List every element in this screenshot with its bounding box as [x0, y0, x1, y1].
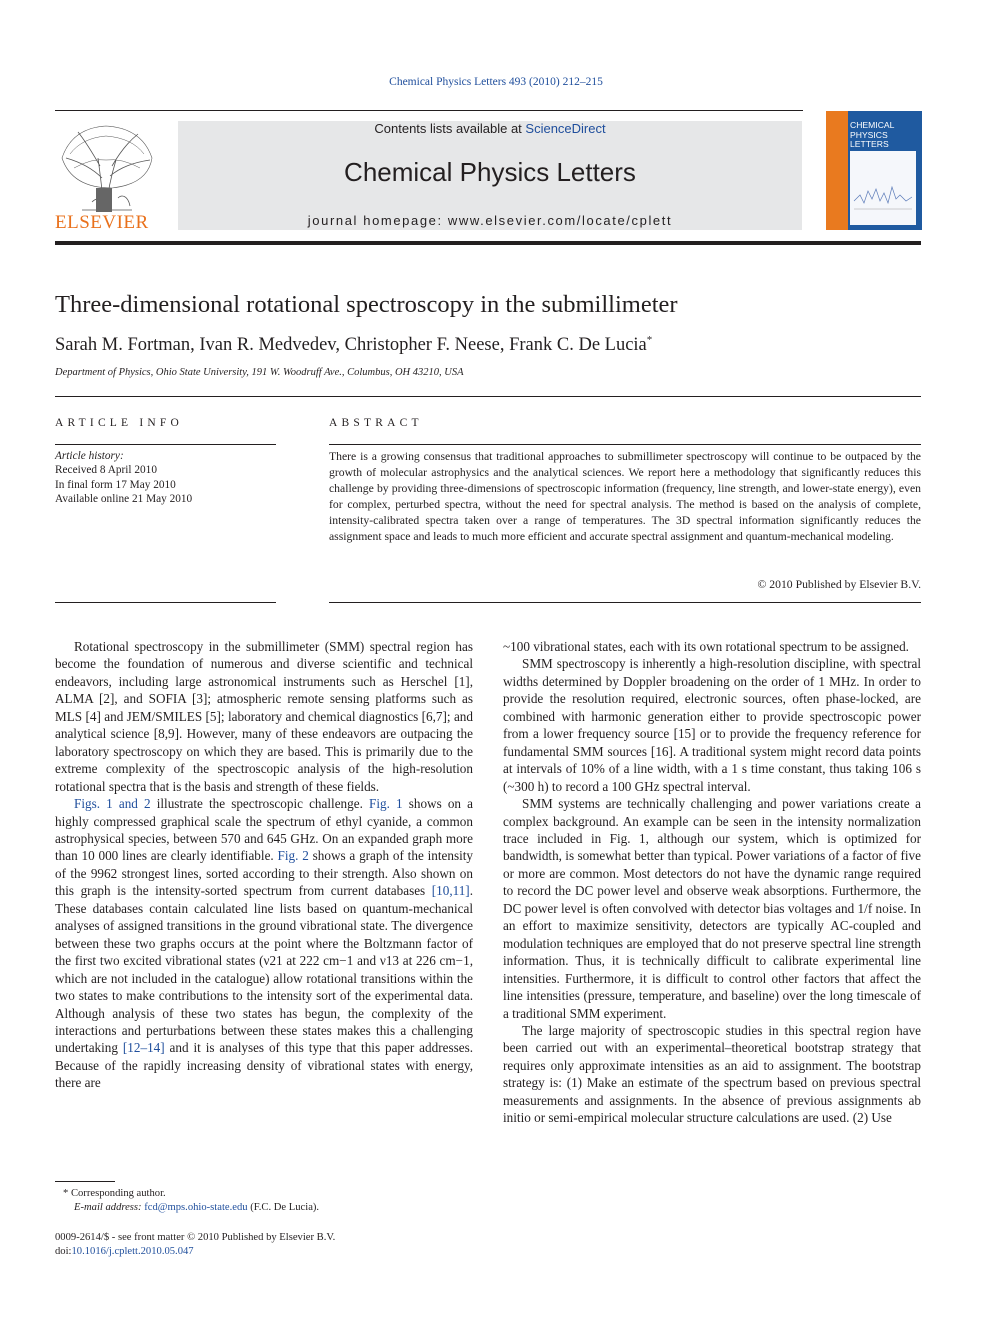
- elsevier-wordmark: ELSEVIER: [55, 212, 149, 233]
- doi-link[interactable]: 10.1016/j.cplett.2010.05.047: [71, 1246, 194, 1257]
- text-run: shows a graph of the intensity of the 9962 strongest lines, sorted according to their strength. Also shown on this graph is the intensity-sorted spectrum from current databases: [55, 848, 474, 899]
- reference-link[interactable]: [12–14]: [122, 1040, 165, 1056]
- issn-line: 0009-2614/$ - see front matter © 2010 Published by Elsevier B.V.: [55, 1232, 336, 1243]
- cover-spectrum-icon: [850, 151, 916, 225]
- footnote-rule: [55, 1181, 115, 1182]
- contents-line: [178, 121, 802, 136]
- author-list: [55, 335, 652, 356]
- final-form-date: In final form 17 May 2010: [55, 478, 176, 491]
- doi-prefix: doi:: [55, 1246, 72, 1257]
- sciencedirect-link[interactable]: ScienceDirect: [525, 121, 606, 136]
- article-history: [55, 449, 192, 506]
- abstract-bottom-rule: [329, 602, 921, 603]
- figure-link[interactable]: Figs. 1 and 2: [74, 796, 151, 812]
- article-info-heading: ARTICLE INFO: [55, 417, 183, 429]
- body-right-column: [503, 638, 921, 1127]
- corresponding-note: * Corresponding author.: [63, 1188, 166, 1199]
- email-suffix: (F.C. De Lucia).: [247, 1202, 320, 1213]
- journal-citation[interactable]: Chemical Physics Letters 493 (2010) 212–215: [389, 76, 603, 88]
- abstract-heading: ABSTRACT: [329, 417, 423, 429]
- paragraph: ~100 vibrational states, each with its own rotational spectrum to be assigned.: [503, 639, 909, 654]
- text-run: illustrate the spectroscopic challenge.: [150, 796, 370, 812]
- paragraph: Rotational spectroscopy in the submillimeter (SMM) spectral region has become the foundation of numerous and diverse scientific and technical endeavors, including large astronomical instruments such as Herschel [1], ALMA [2], and SOFIA [3]; atmospheric remote sensing platforms such as MLS [4] and JEM/SMILES [5]; laboratory and chemical diagnostics [6,7]; and analytical science [8,9]. However, many of these endeavors are outpacing the laboratory spectroscopy on which they are based. This is primarily due to the extreme complexity of the spectroscopic analysis of the high-resolution rotational spectra that is the basis and strength of these fields.: [55, 639, 473, 794]
- paragraph: SMM systems are technically challenging and power variations create a complex background. An example can be seen in the intensity normalization trace included in Fig. 1, although our system, which is optimized for bandwidth, is somewhat better than typical. Power variations of a factor of five or more are common. Most detectors do not have the dynamic range required to record the DC power level and observe weak absorptions. Furthermore, the DC power level is often convolved with detector bias voltages and 1/f noise. In an effort to maximize sensitivity, detectors are typically AC-coupled and modulation techniques are employed that do not preserve spectral line strength information. Thus, it is technically difficult to calibrate experimental line intensities. Furthermore, it is difficult to control other factors that affect the line intensities (pressure, temperature, and baseline) over the long timescale of a traditional SMM experiment.: [503, 796, 921, 1021]
- paragraph: SMM spectroscopy is inherently a high-resolution discipline, with spectral widths determined by Doppler broadening on the order of 1 MHz. In order to provide the resolution required, electronic sources, often phase-locked, are combined with harmonic generation either to provide spectroscopic power from a lower frequency source [15] or to provide the frequency reference for fundamental SMM sources [16]. A traditional system might record data points at intervals of 10% of a line width, with a 1 s time constant, thus taking 106 s (~300 h) to record a 100 GHz spectral interval.: [503, 656, 921, 794]
- journal-cover-thumbnail[interactable]: [826, 111, 922, 230]
- cover-line: PHYSICS: [850, 129, 888, 140]
- article-info-rule: [55, 444, 276, 445]
- online-date: Available online 21 May 2010: [55, 492, 193, 505]
- cover-stripe: [826, 111, 848, 230]
- abstract-rule: [329, 444, 921, 445]
- history-label: Article history:: [55, 450, 124, 462]
- cover-line: LETTERS: [850, 139, 889, 149]
- authors-text: Sarah M. Fortman, Ivan R. Medvedev, Christopher F. Neese, Frank C. De Lucia: [55, 335, 647, 355]
- article-info-bottom-rule: [55, 602, 276, 603]
- figure-link[interactable]: Fig. 1: [369, 796, 403, 812]
- received-date: Received 8 April 2010: [55, 464, 157, 477]
- header-rule: [55, 110, 803, 111]
- corresponding-mark[interactable]: *: [646, 333, 653, 346]
- abstract-copyright: © 2010 Published by Elsevier B.V.: [757, 578, 921, 591]
- paragraph: [55, 795, 473, 1092]
- reference-link[interactable]: [10,11]: [431, 883, 470, 899]
- journal-homepage[interactable]: journal homepage: www.elsevier.com/locate/cplett: [307, 213, 673, 228]
- cover-line: CHEMICAL: [850, 120, 895, 130]
- text-run: and it is analyses of this type that this paper addresses. Because of the rapidly increasing density of vibrational states with energy, there are: [55, 1040, 473, 1091]
- paragraph: The large majority of spectroscopic studies in this spectral region have been carried out with an experimental–theoretical bootstrap strategy that requires only approximate intensities as an aid to assignment. The bootstrap strategy is: (1) Make an estimate of the spectrum based on previous spectral measurements and assignments. In the absence of previous assignments ab initio or semi-empirical molecular structure calculations are used. (2) Use: [503, 1022, 921, 1126]
- email-note: [74, 1201, 319, 1215]
- text-run: shows on a highly compressed graphical scale the spectrum of ethyl cyanide, a common astrophysical species, between 570 and 645 GHz. On an expanded graph more than 10 000 lines are clearly identifiable.: [55, 796, 473, 864]
- figure-link[interactable]: Fig. 2: [277, 848, 309, 864]
- email-link[interactable]: fcd@mps.ohio-state.edu: [144, 1202, 248, 1213]
- affiliation: Department of Physics, Ohio State University, 191 W. Woodruff Ave., Columbus, OH 43210, USA: [55, 367, 464, 378]
- journal-title: Chemical Physics Letters: [344, 157, 636, 187]
- header-thick-rule: [55, 241, 921, 245]
- section-rule: [55, 396, 921, 397]
- email-label: E-mail address:: [74, 1202, 145, 1213]
- cover-figure: [850, 151, 916, 225]
- doi-line: [55, 1245, 194, 1259]
- text-run: . These databases contain calculated line lists based on quantum-mechanical analyses of assigned transitions in the ground vibrational state. The divergence between these two graphs occurs at the point where the Boltzmann factor of the first two excited vibrational states (ν21 at 222 cm−1 and ν13 at 226 cm−1, which are not included in the catalogue) allow rotational transitions within the two states to make contributions to the intensity sort of the experimental data. Although analysis of these two states has begun, the complexity of the interactions and perturbations between these states makes this a challenging undertaking: [55, 883, 473, 1056]
- contents-prefix: Contents lists available at: [374, 121, 526, 136]
- article-title: Three-dimensional rotational spectroscopy in the submillimeter: [55, 291, 678, 318]
- abstract-text: There is a growing consensus that traditional approaches to submillimeter spectroscopy will continue to be outpaced by the growth of molecular astrophysics and the analytical sciences. We report here a methodology that significantly reduces this challenge by providing three-dimensions of spectroscopic information (frequency, line strength, and lower-state energy), even for complex, perturbed spectra, without the need for spectral analysis. The method is based on the analysis of complete, intensity-calibrated spectra taken over a range of temperatures. The 3D spectral information significantly reduces the assignment space and leads to much more efficient and accurate spectral assignment and quantum-mechanical modeling.: [329, 450, 921, 544]
- body-left-column: [55, 638, 473, 1092]
- cover-title: [850, 121, 894, 150]
